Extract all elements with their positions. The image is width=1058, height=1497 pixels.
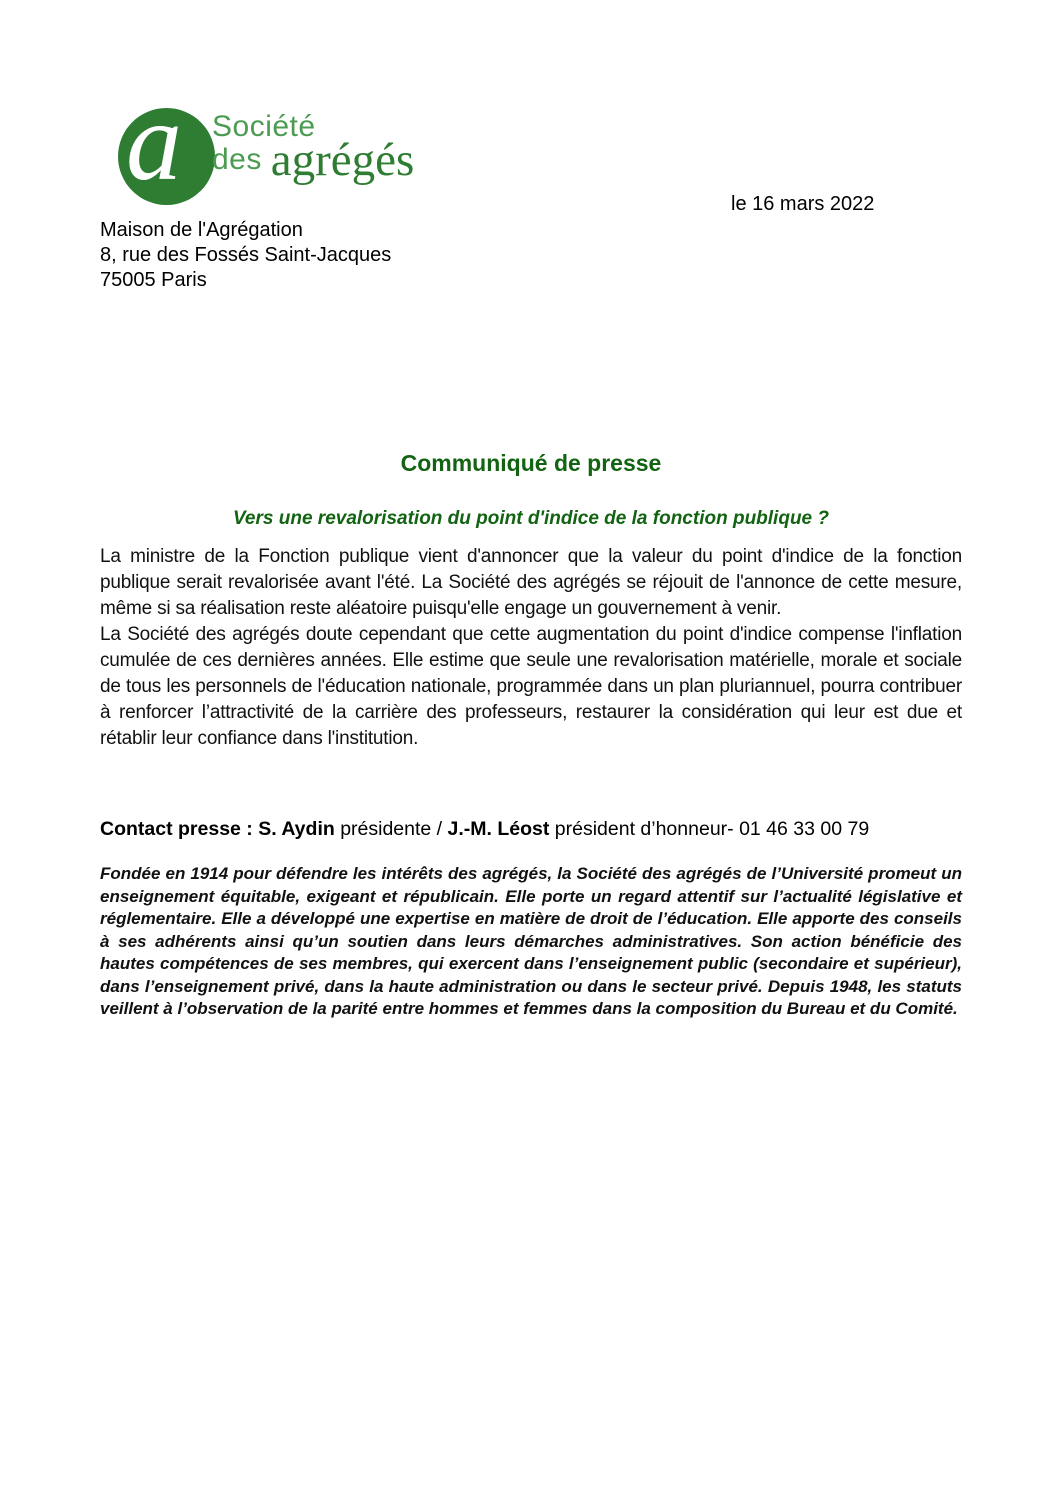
press-contact-line: [100, 818, 962, 841]
document-date: le 16 mars 2022: [731, 193, 875, 215]
contact-name-1: Contact presse : S. Aydin: [100, 818, 335, 840]
logo-letter-a: a: [126, 108, 182, 204]
logo-circle-icon: [118, 108, 215, 205]
organization-boilerplate: Fondée en 1914 pour défendre les intérêts des agrégés, la Société des agrégés de l’Université promeut un enseignement équitable, exigeant et républicain. Elle porte un regard attentif sur l’actualité législative et réglementaire. Elle a développé une expertise en matière de droit de l’éducation. Elle apporte des conseils à ses adhérents ainsi qu’un soutien dans leurs démarches administratives. Son action bénéficie des hautes compétences de ses membres, qui exercent dans l’enseignement public (secondaire et supérieur), dans l’enseignement privé, dans la haute administration ou dans le secteur privé. Depuis 1948, les statuts veillent à l’observation de la parité entre hommes et femmes dans la composition du Bureau et du Comité.: [100, 864, 962, 1018]
page-title: Communiqué de presse: [400, 450, 662, 476]
contact-role-1: présidente /: [334, 818, 448, 840]
logo-wordmark-line1: Société: [212, 110, 316, 143]
logo-wordmark-des: des: [212, 143, 271, 176]
logo-wordmark-line2: [212, 134, 415, 186]
address-line-1: Maison de l'Agrégation: [100, 219, 303, 241]
contact-name-2: J.-M. Léost: [447, 818, 550, 840]
paragraph-1: La ministre de la Fonction publique vient d'annoncer que la valeur du point d'indice de la fonction publique serait revalorisée avant l'été. La Société des agrégés se réjouit de l'annonce de cette mesure, même si sa réalisation reste aléatoire puisqu'elle engage un gouvernement à venir.: [100, 546, 962, 619]
address-block: [100, 218, 391, 293]
logo-wordmark-agreges: agrégés: [270, 134, 415, 186]
contact-role-2-phone: président d’honneur- 01 46 33 00 79: [549, 818, 870, 840]
logo-wordmark: [212, 110, 415, 186]
address-line-3: 75005 Paris: [100, 269, 207, 291]
document-body: [100, 450, 962, 1021]
document-subtitle: Vers une revalorisation du point d'indice de la fonction publique ?: [232, 508, 830, 529]
paragraph-2: La Société des agrégés doute cependant que cette augmentation du point d'indice compense l'inflation cumulée de ces dernières années. Elle estime que seule une revalorisation matérielle, morale et sociale de tous les personnels de l'éducation nationale, programmée dans un plan pluriannuel, pourra contribuer à renforcer l’attractivité de la carrière des professeurs, restaurer la considération qui leur est due et rétablir leur confiance dans l'institution.: [100, 624, 962, 749]
address-line-2: 8, rue des Fossés Saint-Jacques: [100, 244, 392, 266]
